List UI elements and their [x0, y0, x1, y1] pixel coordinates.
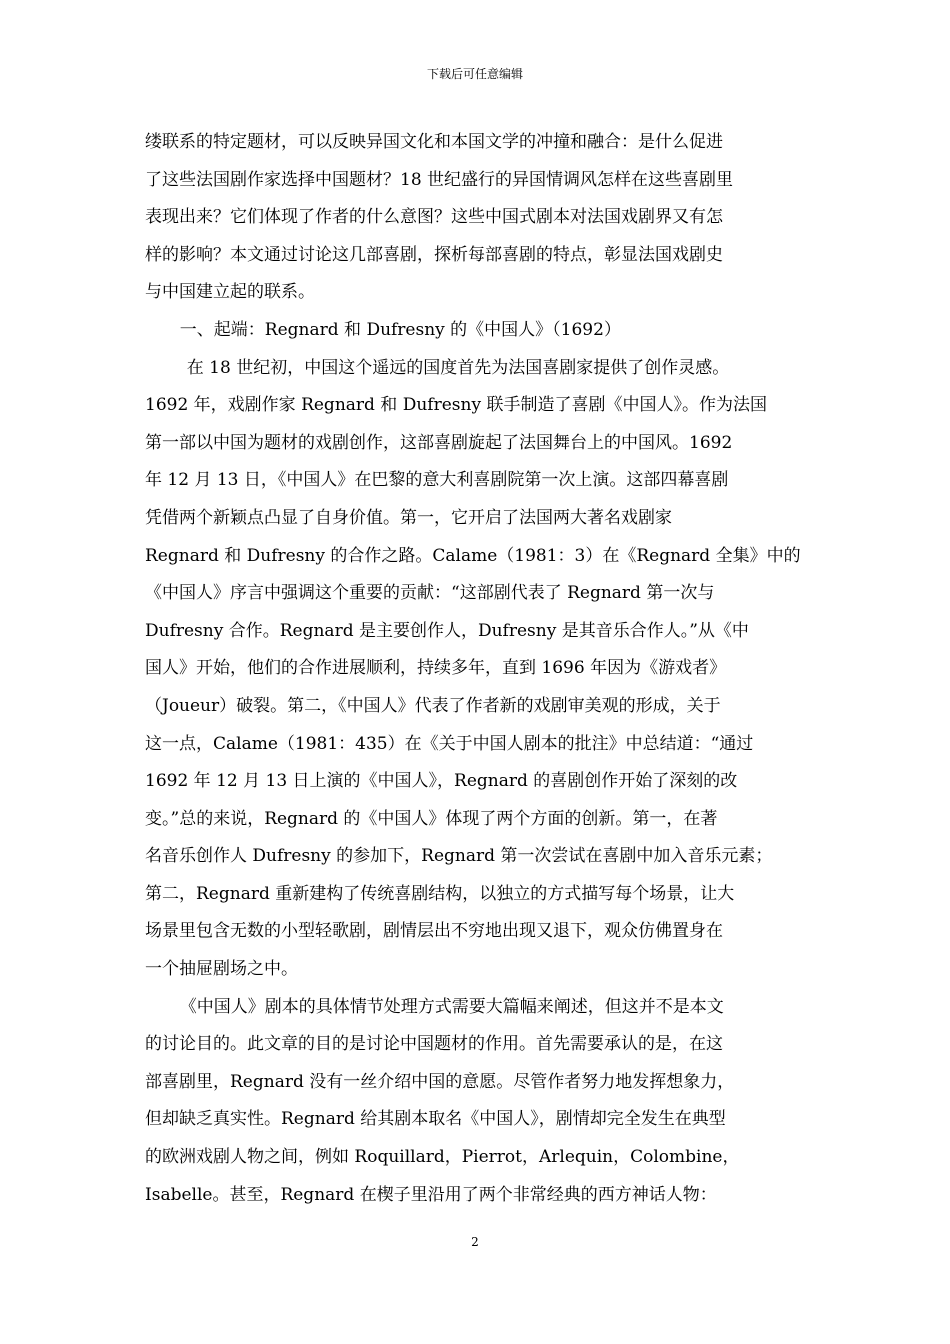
text-line: 与中国建立起的联系。	[145, 282, 315, 303]
text-line: 年 12 月 13 日，《中国人》在巴黎的意大利喜剧院第一次上演。这部四幕喜剧	[145, 470, 729, 491]
text-line: 部喜剧里，Regnard 没有一丝介绍中国的意愿。尽管作者努力地发挥想象力，	[145, 1071, 735, 1092]
text-line: 《中国人》剧本的具体情节处理方式需要大篇幅来阐述，但这并不是本文	[179, 996, 724, 1017]
text-line: Dufresny 合作。Regnard 是主要创作人，Dufresny 是其音乐合作人。”从《中	[145, 620, 749, 641]
text-line: 在 18 世纪初，中国这个遥远的国度首先为法国喜剧家提供了创作灵感。	[186, 357, 730, 378]
text-line: 名音乐创作人 Dufresny 的参加下，Regnard 第一次尝试在喜剧中加入音乐元素；	[145, 846, 773, 867]
text-line: 第二，Regnard 重新建构了传统喜剧结构，以独立的方式描写每个场景，让大	[145, 883, 735, 904]
text-line: 但却缺乏真实性。Regnard 给其剧本取名《中国人》，剧情却完全发生在典型	[145, 1109, 726, 1130]
body-text	[145, 124, 825, 1214]
text-line: Isabelle。甚至，Regnard 在楔子里沿用了两个非常经典的西方神话人物：	[145, 1184, 717, 1205]
text-line: 的欧洲戏剧人物之间，例如 Roquillard，Pierrot，Arlequin，Colombine，	[145, 1147, 740, 1168]
text-line: 凭借两个新颖点凸显了自身价值。第一，它开启了法国两大著名戏剧家	[145, 507, 672, 528]
text-line: 样的影响？本文通过讨论这几部喜剧，探析每部喜剧的特点，彰显法国戏剧史	[145, 244, 723, 265]
text-line: （Joueur）破裂。第二，《中国人》代表了作者新的戏剧审美观的形成，关于	[145, 695, 721, 716]
text-line: 缕联系的特定题材，可以反映异国文化和本国文学的冲撞和融合：是什么促进	[145, 132, 723, 152]
text-line: 1692 年 12 月 13 日上演的《中国人》，Regnard 的喜剧创作开始了深刻的改	[145, 771, 738, 792]
text-line: 第一部以中国为题材的戏剧创作，这部喜剧旋起了法国舞台上的中国风。1692	[145, 432, 733, 453]
text-line: 的讨论目的。此文章的目的是讨论中国题材的作用。首先需要承认的是，在这	[145, 1034, 723, 1055]
text-line: 国人》开始，他们的合作进展顺利，持续多年，直到 1696 年因为《游戏者》	[145, 658, 727, 679]
text-line: 这一点，Calame（1981：435）在《关于中国人剧本的批注》中总结道：“通过	[145, 733, 754, 754]
text-line: 表现出来？它们体现了作者的什么意图？这些中国式剧本对法国戏剧界又有怎	[145, 207, 723, 228]
page-header: 下载后可任意编辑	[426, 67, 523, 81]
text-line: 《中国人》序言中强调这个重要的贡献：“这部剧代表了 Regnard 第一次与	[145, 583, 715, 604]
text-line: 一、起端：Regnard 和 Dufresny 的《中国人》（1692）	[179, 319, 621, 340]
text-line: 1692 年，戏剧作家 Regnard 和 Dufresny 联手制造了喜剧《中国人》。作为法国	[145, 395, 767, 416]
text-line: 变。”总的来说，Regnard 的《中国人》体现了两个方面的创新。第一，在著	[145, 808, 718, 829]
text-line: 场景里包含无数的小型轻歌剧，剧情层出不穷地出现又退下，观众仿佛置身在	[145, 921, 723, 942]
text-line: Regnard 和 Dufresny 的合作之路。Calame（1981：3）在《Regnard 全集》中的	[145, 545, 801, 566]
text-line: 一个抽屉剧场之中。	[145, 959, 298, 980]
page-number: 2	[471, 1235, 479, 1249]
text-line: 了这些法国剧作家选择中国题材？18 世纪盛行的异国情调风怎样在这些喜剧里	[145, 169, 734, 190]
